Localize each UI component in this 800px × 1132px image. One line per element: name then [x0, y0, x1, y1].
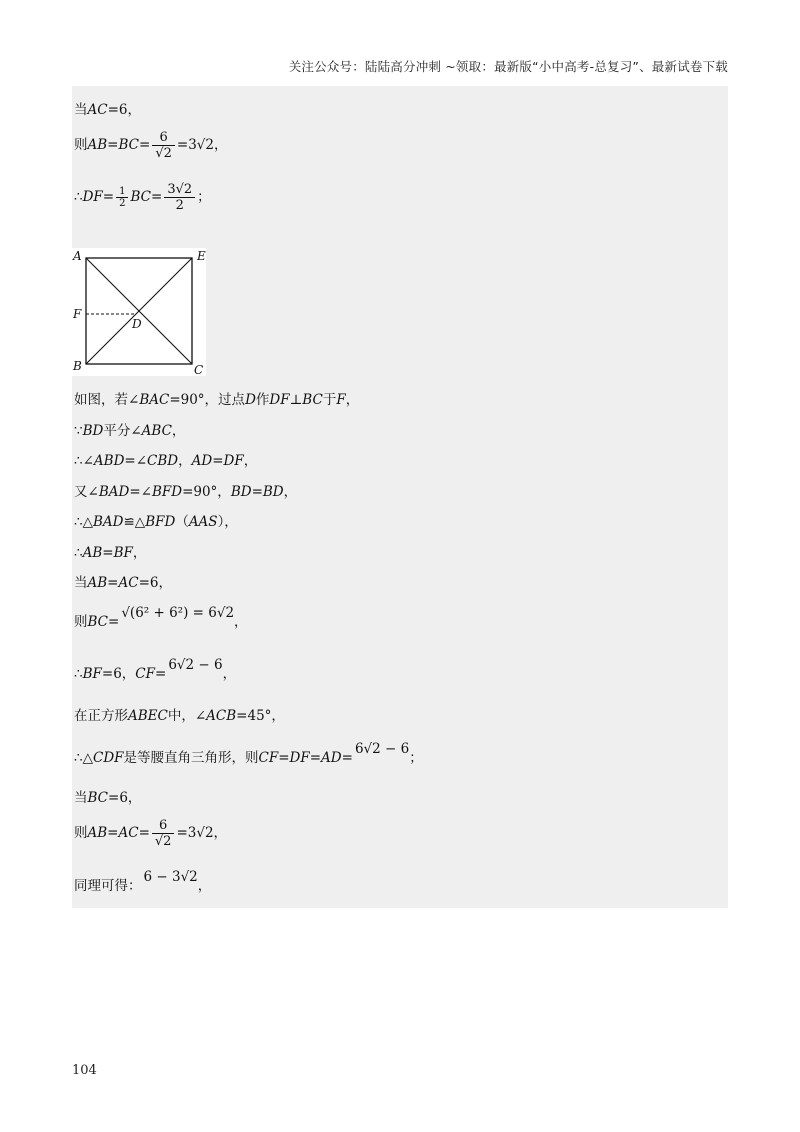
- text: =: [107, 575, 119, 591]
- var: AAS: [188, 514, 218, 530]
- numerator: 6: [159, 130, 168, 145]
- text: ，: [345, 392, 360, 408]
- text: =45°，: [236, 708, 285, 724]
- text: ，: [171, 423, 186, 439]
- text: =: [212, 453, 224, 469]
- text: ，: [234, 614, 248, 630]
- label-e: E: [197, 249, 206, 263]
- var: BAD: [98, 484, 130, 500]
- var: AC: [87, 102, 108, 118]
- label-c: C: [194, 363, 204, 376]
- line-10: [74, 571, 172, 591]
- var: BC: [87, 614, 109, 630]
- numerator: 6: [159, 818, 168, 833]
- label-a: A: [73, 249, 82, 263]
- text: 则: [74, 825, 88, 841]
- text: ≌△: [123, 514, 146, 530]
- page-number: 104: [72, 1063, 97, 1078]
- text: ；: [409, 750, 423, 766]
- line-15: [74, 786, 141, 806]
- math-expression: 6√2 − 6: [354, 741, 410, 757]
- text: =: [176, 137, 189, 153]
- math-expression: 6 − 3√2: [143, 869, 198, 885]
- var: DF: [82, 189, 103, 205]
- var: BAD: [92, 514, 124, 530]
- text: 如图，若∠: [74, 392, 140, 408]
- text: 中，∠: [167, 708, 207, 724]
- var: CBD: [147, 453, 179, 469]
- text: ，: [213, 137, 228, 153]
- text: =: [341, 750, 353, 766]
- var: BC: [87, 790, 109, 806]
- text: 当: [74, 790, 88, 806]
- line-7: [74, 480, 297, 500]
- var: AC: [118, 825, 139, 841]
- var: ACB: [206, 708, 237, 724]
- text: 则: [74, 614, 88, 630]
- text: ∴: [74, 545, 83, 561]
- text: 同理可得：: [74, 878, 142, 894]
- fraction: [152, 130, 175, 161]
- text: ，: [197, 878, 212, 894]
- text: =: [102, 189, 115, 205]
- line-9: [74, 541, 146, 561]
- label-f: F: [73, 307, 82, 321]
- var: AD: [321, 750, 342, 766]
- var: AC: [118, 575, 139, 591]
- denominator: 2: [164, 197, 195, 213]
- text: ⊥: [289, 392, 303, 408]
- var: BD: [230, 484, 252, 500]
- denominator: 2: [116, 197, 128, 209]
- text: ，: [178, 453, 192, 469]
- text: =6，: [101, 666, 136, 682]
- var: AB: [82, 545, 103, 561]
- var: DF: [289, 750, 310, 766]
- var: ABD: [93, 453, 125, 469]
- numerator: 1: [119, 186, 126, 197]
- text: ），: [217, 514, 238, 530]
- var: ABC: [141, 423, 172, 439]
- var: CF: [258, 750, 279, 766]
- text: =90°，过点: [169, 392, 246, 408]
- text: 又∠: [74, 484, 99, 500]
- text: ，: [283, 484, 298, 500]
- var: BC: [130, 189, 151, 205]
- text: =: [138, 825, 150, 841]
- text: =6，: [138, 575, 172, 591]
- text: 在正方形: [74, 708, 128, 724]
- text: ∴∠: [74, 453, 94, 469]
- text: =∠: [124, 453, 148, 469]
- math-expression: 6√2 − 6: [168, 657, 223, 673]
- line-16: [74, 818, 227, 849]
- fraction: [164, 182, 195, 213]
- var: BD: [82, 423, 104, 439]
- text: ；: [197, 189, 211, 205]
- fraction: [152, 818, 175, 849]
- var: BF: [82, 666, 102, 682]
- line-12: [74, 657, 237, 682]
- text: =: [107, 137, 119, 153]
- var: ABEC: [128, 708, 168, 724]
- var: AD: [191, 453, 213, 469]
- text: =: [107, 825, 119, 841]
- var: BFD: [145, 514, 176, 530]
- var: D: [245, 392, 256, 408]
- text: ∴△: [74, 514, 93, 530]
- text: =: [108, 614, 120, 630]
- var: DF: [223, 453, 244, 469]
- line-4: [74, 388, 359, 408]
- text: =: [155, 666, 167, 682]
- text: =: [102, 545, 114, 561]
- var: AB: [87, 575, 108, 591]
- fraction: [116, 186, 128, 209]
- text: 当: [74, 575, 88, 591]
- label-d: D: [132, 317, 142, 331]
- var: DF: [269, 392, 290, 408]
- line-2: [74, 130, 227, 161]
- text: ∵: [74, 423, 83, 439]
- text: =: [309, 750, 322, 766]
- var: BAC: [139, 392, 170, 408]
- text: =∠: [129, 484, 152, 500]
- text: =: [251, 484, 263, 500]
- text: =: [278, 750, 290, 766]
- line-3: [74, 182, 211, 213]
- text: 作: [255, 392, 270, 408]
- var: AB: [87, 137, 108, 153]
- label-b: B: [73, 359, 82, 373]
- numerator: 3√2: [167, 182, 193, 197]
- text: =: [176, 825, 188, 841]
- text: （: [175, 514, 189, 530]
- text: ∴: [74, 189, 83, 205]
- result: 3√2: [187, 825, 214, 841]
- text: 当: [74, 102, 88, 118]
- text: =90°，: [182, 484, 231, 500]
- text: ∴: [74, 666, 83, 682]
- text: ，: [132, 545, 147, 561]
- text: =: [151, 189, 163, 205]
- denominator: √2: [152, 833, 175, 849]
- var: BC: [302, 392, 323, 408]
- line-6: [74, 449, 257, 469]
- text: 于: [322, 392, 337, 408]
- math-expression: √(6² + 6²) = 6√2: [121, 605, 235, 621]
- line-8: [74, 510, 238, 530]
- text: 平分∠: [103, 423, 142, 439]
- var: BFD: [151, 484, 183, 500]
- text: =: [139, 137, 151, 153]
- text: 则: [74, 137, 88, 153]
- var: CDF: [92, 750, 124, 766]
- text: =6，: [108, 790, 142, 806]
- var: BF: [113, 545, 133, 561]
- text: 是等腰直角三角形，则: [123, 750, 259, 766]
- var: BC: [118, 137, 139, 153]
- text: =6，: [107, 102, 141, 118]
- line-14: [74, 741, 423, 766]
- var: AB: [87, 825, 108, 841]
- page-header: 关注公众号：陆陆高分冲刺 ~领取：最新版“小中高考-总复习”、最新试卷下载: [288, 59, 728, 74]
- line-11: [74, 605, 248, 630]
- line-13: [74, 704, 285, 724]
- var: BD: [262, 484, 284, 500]
- text: ，: [213, 825, 228, 841]
- solution-block: [72, 86, 728, 908]
- geometry-figure: [72, 248, 206, 376]
- denominator: √2: [152, 145, 175, 161]
- line-5: [74, 419, 185, 439]
- text: ∴△: [74, 750, 93, 766]
- var: CF: [135, 666, 155, 682]
- text: ，: [243, 453, 258, 469]
- var: F: [336, 392, 346, 408]
- line-17: [74, 869, 212, 894]
- line-1: [74, 98, 141, 118]
- text: ，: [222, 666, 237, 682]
- result: 3√2: [188, 137, 214, 153]
